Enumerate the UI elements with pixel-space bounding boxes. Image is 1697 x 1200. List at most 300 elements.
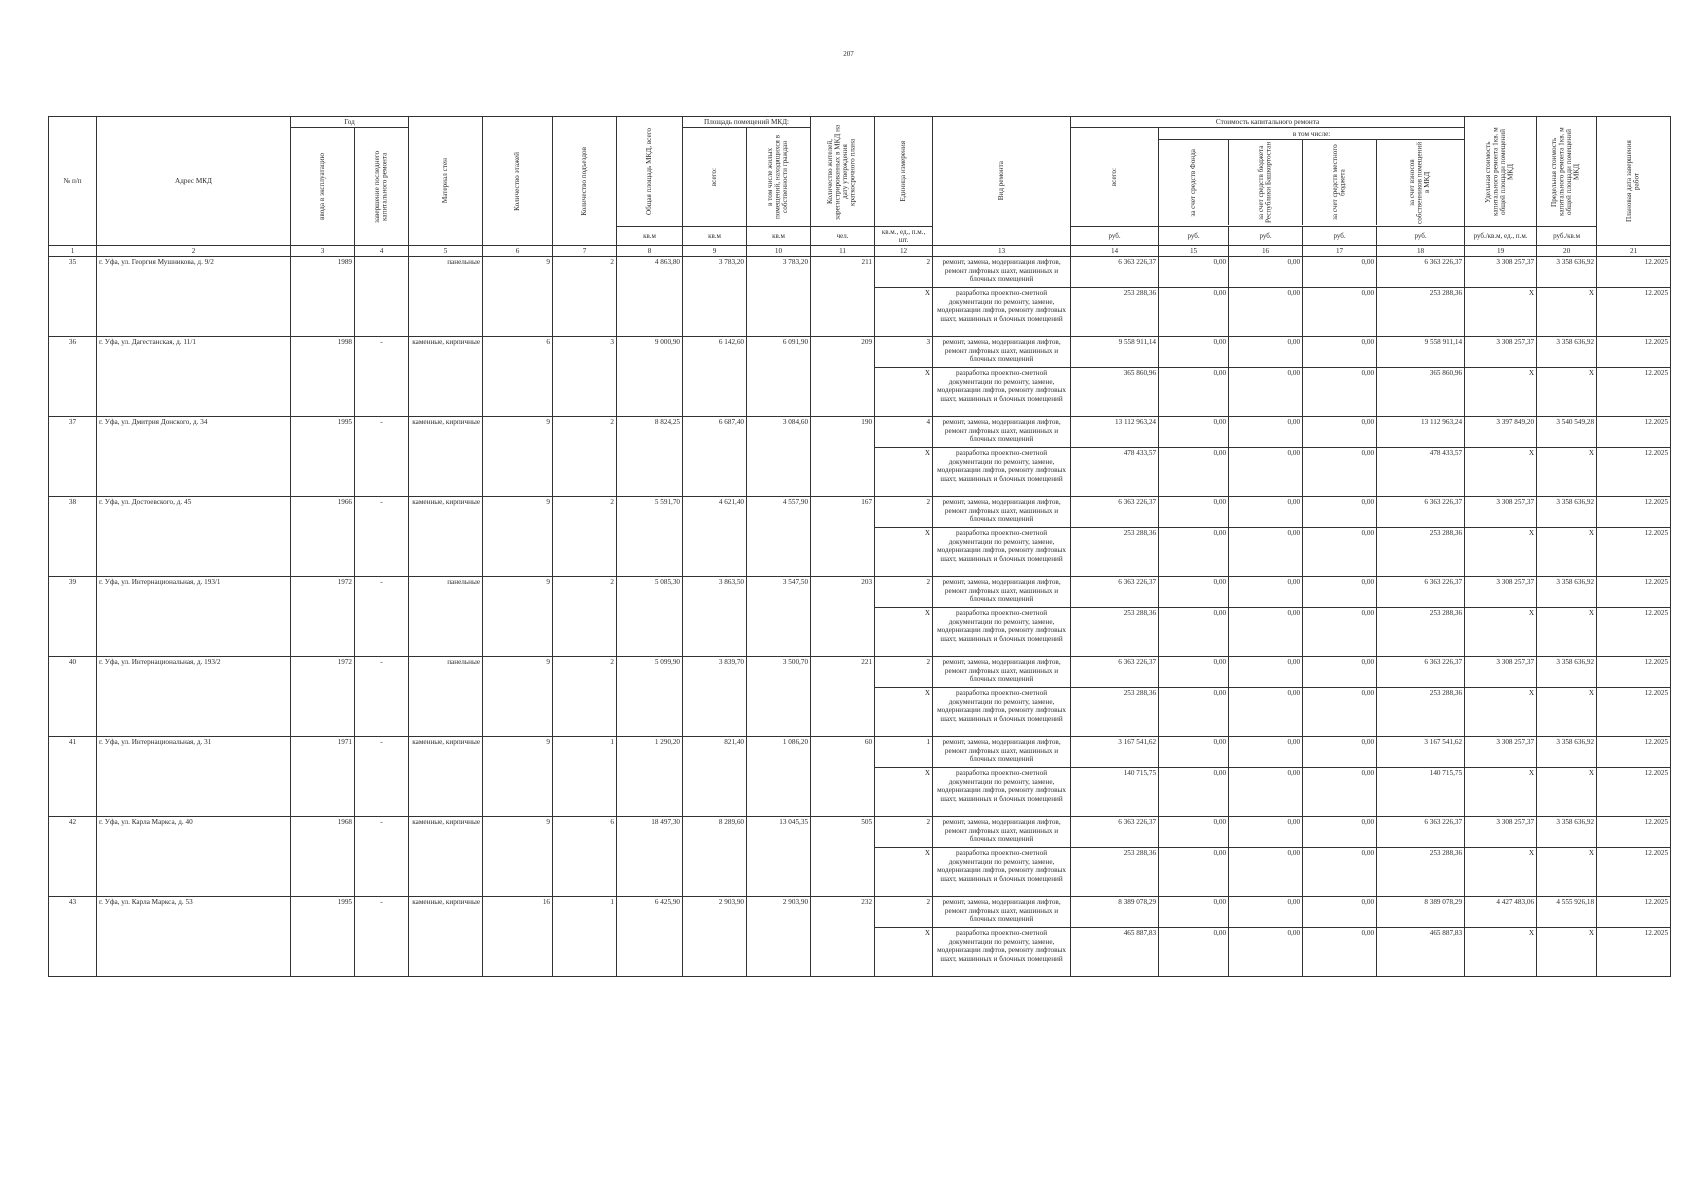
header-area-paying: в том числе жилых помещений, находящихся в собственности граждан xyxy=(747,128,811,227)
table-body xyxy=(49,257,1671,977)
capital-repair-table xyxy=(48,116,1671,977)
design-cost-total: 465 887,83 xyxy=(1071,928,1159,977)
row-limit-cost: 3 358 636,92 xyxy=(1537,577,1597,608)
header-wall-material: Материал стен xyxy=(409,117,483,246)
row-repair-type: ремонт, замена, модернизация лифтов, ремонт лифтовых шахт, машинных и блочных помещений xyxy=(933,497,1071,528)
row-planned-date: 12.2025 xyxy=(1597,577,1671,608)
unit-20: руб./кв.м xyxy=(1537,227,1597,246)
col-number: 18 xyxy=(1377,246,1465,257)
design-limit-cost: X xyxy=(1537,448,1597,497)
design-specific-cost: X xyxy=(1465,608,1537,657)
row-repair-type: ремонт, замена, модернизация лифтов, ремонт лифтовых шахт, машинных и блочных помещений xyxy=(933,817,1071,848)
design-specific-cost: X xyxy=(1465,768,1537,817)
design-quantity: X xyxy=(875,928,933,977)
row-limit-cost: 3 358 636,92 xyxy=(1537,337,1597,368)
header-year-commission: ввода в эксплуатацию xyxy=(291,128,355,246)
header-cost-rb: за счет средств бюджета Республики Башкортостан xyxy=(1229,140,1303,225)
table-row xyxy=(49,257,1671,288)
design-planned-date: 12.2025 xyxy=(1597,928,1671,977)
design-repair-type: разработка проектно-сметной документации по ремонту, замене, модернизации лифтов, ремонту лифтовых шахт, машинных и блочных помещений xyxy=(933,368,1071,417)
row-year-commission: 1998 xyxy=(291,337,355,417)
design-specific-cost: X xyxy=(1465,288,1537,337)
design-planned-date: 12.2025 xyxy=(1597,688,1671,737)
row-residents: 190 xyxy=(811,417,875,497)
row-cost-owners: 6 363 226,37 xyxy=(1377,497,1465,528)
row-cost-fund: 0,00 xyxy=(1159,897,1229,928)
row-repair-type: ремонт, замена, модернизация лифтов, ремонт лифтовых шахт, машинных и блочных помещений xyxy=(933,417,1071,448)
design-cost-owners: 478 433,57 xyxy=(1377,448,1465,497)
row-residents: 209 xyxy=(811,337,875,417)
row-year-last-repair: - xyxy=(355,577,409,657)
row-cost-fund: 0,00 xyxy=(1159,257,1229,288)
row-residents: 60 xyxy=(811,737,875,817)
row-repair-type: ремонт, замена, модернизация лифтов, ремонт лифтовых шахт, машинных и блочных помещений xyxy=(933,737,1071,768)
row-wall-material: панельные xyxy=(409,257,483,337)
table-row xyxy=(49,897,1671,928)
design-cost-owners: 253 288,36 xyxy=(1377,688,1465,737)
row-quantity: 2 xyxy=(875,897,933,928)
design-cost-total: 478 433,57 xyxy=(1071,448,1159,497)
row-repair-type: ремонт, замена, модернизация лифтов, ремонт лифтовых шахт, машинных и блочных помещений xyxy=(933,257,1071,288)
design-repair-type: разработка проектно-сметной документации по ремонту, замене, модернизации лифтов, ремонту лифтовых шахт, машинных и блочных помещений xyxy=(933,768,1071,817)
row-area-all: 821,40 xyxy=(683,737,747,817)
design-cost-rb: 0,00 xyxy=(1229,368,1303,417)
row-area-all: 3 863,50 xyxy=(683,577,747,657)
design-repair-type: разработка проектно-сметной документации по ремонту, замене, модернизации лифтов, ремонту лифтовых шахт, машинных и блочных помещений xyxy=(933,608,1071,657)
row-address: г. Уфа, ул. Дмитрия Донского, д. 34 xyxy=(97,417,291,497)
header-limit-cost: Предельная стоимость капитального ремонта 1кв. м общей площади помещений МКД xyxy=(1537,117,1597,227)
row-residents: 167 xyxy=(811,497,875,577)
row-cost-rb: 0,00 xyxy=(1229,897,1303,928)
row-cost-fund: 0,00 xyxy=(1159,577,1229,608)
unit-10: кв.м xyxy=(747,227,811,246)
col-number: 12 xyxy=(875,246,933,257)
header-cost-incl: в том числе: xyxy=(1159,129,1464,140)
row-quantity: 2 xyxy=(875,257,933,288)
design-quantity: X xyxy=(875,288,933,337)
unit-19: руб./кв.м, ед., п.м. xyxy=(1465,227,1537,246)
row-cost-total: 3 167 541,62 xyxy=(1071,737,1159,768)
design-planned-date: 12.2025 xyxy=(1597,288,1671,337)
row-residents: 221 xyxy=(811,657,875,737)
row-area-all: 8 289,60 xyxy=(683,817,747,897)
row-floors: 6 xyxy=(483,337,553,417)
row-cost-local: 0,00 xyxy=(1303,497,1377,528)
design-planned-date: 12.2025 xyxy=(1597,848,1671,897)
design-cost-owners: 253 288,36 xyxy=(1377,528,1465,577)
row-specific-cost: 3 308 257,37 xyxy=(1465,817,1537,848)
unit-15: руб. xyxy=(1159,227,1229,246)
row-number: 43 xyxy=(49,897,97,977)
row-year-last-repair: - xyxy=(355,417,409,497)
col-number: 9 xyxy=(683,246,747,257)
table-row xyxy=(49,817,1671,848)
design-quantity: X xyxy=(875,688,933,737)
row-cost-owners: 6 363 226,37 xyxy=(1377,657,1465,688)
col-number: 15 xyxy=(1159,246,1229,257)
table-row xyxy=(49,497,1671,528)
design-cost-rb: 0,00 xyxy=(1229,288,1303,337)
row-wall-material: панельные xyxy=(409,577,483,657)
row-year-last-repair: - xyxy=(355,897,409,977)
unit-8: кв.м xyxy=(617,227,683,246)
row-cost-fund: 0,00 xyxy=(1159,497,1229,528)
row-residents: 203 xyxy=(811,577,875,657)
row-repair-type: ремонт, замена, модернизация лифтов, ремонт лифтовых шахт, машинных и блочных помещений xyxy=(933,897,1071,928)
row-address: г. Уфа, ул. Георгия Мушникова, д. 9/2 xyxy=(97,257,291,337)
row-year-commission: 1968 xyxy=(291,817,355,897)
row-floors: 16 xyxy=(483,897,553,977)
row-total-area: 1 290,20 xyxy=(617,737,683,817)
row-year-commission: 1995 xyxy=(291,897,355,977)
design-cost-local: 0,00 xyxy=(1303,928,1377,977)
design-limit-cost: X xyxy=(1537,688,1597,737)
row-quantity: 4 xyxy=(875,417,933,448)
col-number: 4 xyxy=(355,246,409,257)
row-quantity: 2 xyxy=(875,497,933,528)
row-number: 42 xyxy=(49,817,97,897)
row-area-paying: 4 557,90 xyxy=(747,497,811,577)
design-planned-date: 12.2025 xyxy=(1597,368,1671,417)
row-area-all: 6 687,40 xyxy=(683,417,747,497)
row-cost-total: 6 363 226,37 xyxy=(1071,577,1159,608)
row-specific-cost: 3 397 849,20 xyxy=(1465,417,1537,448)
col-number: 16 xyxy=(1229,246,1303,257)
design-planned-date: 12.2025 xyxy=(1597,608,1671,657)
header-address: Адрес МКД xyxy=(97,117,291,246)
row-wall-material: каменные, кирпичные xyxy=(409,337,483,417)
page-number: 207 xyxy=(843,50,854,58)
row-address: г. Уфа, ул. Интернациональная, д. 31 xyxy=(97,737,291,817)
row-floors: 9 xyxy=(483,497,553,577)
design-cost-total: 253 288,36 xyxy=(1071,288,1159,337)
row-quantity: 1 xyxy=(875,737,933,768)
row-quantity: 3 xyxy=(875,337,933,368)
design-cost-local: 0,00 xyxy=(1303,368,1377,417)
row-limit-cost: 3 540 549,28 xyxy=(1537,417,1597,448)
design-cost-owners: 140 715,75 xyxy=(1377,768,1465,817)
design-quantity: X xyxy=(875,368,933,417)
header-cost-owners: за счет взносов собственников помещений в МКД xyxy=(1408,141,1432,224)
row-number: 40 xyxy=(49,657,97,737)
row-cost-fund: 0,00 xyxy=(1159,817,1229,848)
row-quantity: 2 xyxy=(875,577,933,608)
col-number: 20 xyxy=(1537,246,1597,257)
row-year-commission: 1989 xyxy=(291,257,355,337)
col-number: 17 xyxy=(1303,246,1377,257)
row-entrances: 1 xyxy=(553,737,617,817)
row-year-last-repair: - xyxy=(355,737,409,817)
row-floors: 9 xyxy=(483,417,553,497)
row-planned-date: 12.2025 xyxy=(1597,897,1671,928)
row-limit-cost: 4 555 926,18 xyxy=(1537,897,1597,928)
row-cost-rb: 0,00 xyxy=(1229,417,1303,448)
row-area-all: 3 839,70 xyxy=(683,657,747,737)
row-cost-rb: 0,00 xyxy=(1229,577,1303,608)
row-planned-date: 12.2025 xyxy=(1597,737,1671,768)
row-total-area: 5 099,90 xyxy=(617,657,683,737)
design-cost-rb: 0,00 xyxy=(1229,448,1303,497)
header-cost-fund: за счет средств Фонда xyxy=(1159,140,1229,225)
column-number-row xyxy=(49,246,1671,257)
row-cost-fund: 0,00 xyxy=(1159,657,1229,688)
header-area-all: всего: xyxy=(683,128,747,227)
design-planned-date: 12.2025 xyxy=(1597,448,1671,497)
design-repair-type: разработка проектно-сметной документации по ремонту, замене, модернизации лифтов, ремонту лифтовых шахт, машинных и блочных помещений xyxy=(933,848,1071,897)
row-planned-date: 12.2025 xyxy=(1597,817,1671,848)
row-wall-material: панельные xyxy=(409,657,483,737)
row-cost-owners: 13 112 963,24 xyxy=(1377,417,1465,448)
design-cost-owners: 365 860,96 xyxy=(1377,368,1465,417)
col-number: 13 xyxy=(933,246,1071,257)
row-wall-material: каменные, кирпичные xyxy=(409,897,483,977)
design-cost-fund: 0,00 xyxy=(1159,528,1229,577)
row-cost-rb: 0,00 xyxy=(1229,657,1303,688)
design-cost-local: 0,00 xyxy=(1303,288,1377,337)
row-specific-cost: 3 308 257,37 xyxy=(1465,737,1537,768)
row-area-all: 4 621,40 xyxy=(683,497,747,577)
design-cost-local: 0,00 xyxy=(1303,448,1377,497)
row-specific-cost: 4 427 483,06 xyxy=(1465,897,1537,928)
header-year-group: Год xyxy=(291,117,409,128)
header-entrances: Количество подъездов xyxy=(553,117,617,246)
row-area-paying: 3 084,60 xyxy=(747,417,811,497)
table-header xyxy=(49,117,1671,257)
design-repair-type: разработка проектно-сметной документации по ремонту, замене, модернизации лифтов, ремонту лифтовых шахт, машинных и блочных помещений xyxy=(933,448,1071,497)
row-total-area: 5 591,70 xyxy=(617,497,683,577)
unit-17: руб. xyxy=(1303,227,1377,246)
col-number: 7 xyxy=(553,246,617,257)
design-quantity: X xyxy=(875,528,933,577)
design-cost-total: 365 860,96 xyxy=(1071,368,1159,417)
row-cost-owners: 6 363 226,37 xyxy=(1377,257,1465,288)
row-area-paying: 1 086,20 xyxy=(747,737,811,817)
design-repair-type: разработка проектно-сметной документации по ремонту, замене, модернизации лифтов, ремонту лифтовых шахт, машинных и блочных помещений xyxy=(933,928,1071,977)
header-cost-incl-block xyxy=(1159,128,1465,227)
design-cost-total: 253 288,36 xyxy=(1071,688,1159,737)
design-cost-rb: 0,00 xyxy=(1229,928,1303,977)
design-cost-local: 0,00 xyxy=(1303,608,1377,657)
row-year-last-repair: - xyxy=(355,337,409,417)
row-cost-rb: 0,00 xyxy=(1229,257,1303,288)
design-quantity: X xyxy=(875,608,933,657)
design-repair-type: разработка проектно-сметной документации по ремонту, замене, модернизации лифтов, ремонту лифтовых шахт, машинных и блочных помещений xyxy=(933,688,1071,737)
header-floors: Количество этажей xyxy=(483,117,553,246)
row-cost-total: 8 389 078,29 xyxy=(1071,897,1159,928)
row-area-paying: 6 091,90 xyxy=(747,337,811,417)
header-total-area: Общая площадь МКД, всего xyxy=(617,117,683,227)
col-number: 19 xyxy=(1465,246,1537,257)
row-specific-cost: 3 308 257,37 xyxy=(1465,257,1537,288)
row-repair-type: ремонт, замена, модернизация лифтов, ремонт лифтовых шахт, машинных и блочных помещений xyxy=(933,337,1071,368)
design-cost-owners: 253 288,36 xyxy=(1377,848,1465,897)
header-residents: Количество жителей, зарегистрированных в МКД на дату утверждения краткосрочного плана xyxy=(811,117,875,227)
header-specific-cost: Удельная стоимость капитального ремонта 1кв. м общей площади помещений МКД xyxy=(1465,117,1537,227)
row-floors: 9 xyxy=(483,257,553,337)
design-planned-date: 12.2025 xyxy=(1597,528,1671,577)
row-total-area: 4 863,80 xyxy=(617,257,683,337)
row-floors: 9 xyxy=(483,737,553,817)
row-cost-rb: 0,00 xyxy=(1229,737,1303,768)
row-cost-rb: 0,00 xyxy=(1229,337,1303,368)
row-area-all: 3 783,20 xyxy=(683,257,747,337)
table-row xyxy=(49,417,1671,448)
row-cost-local: 0,00 xyxy=(1303,897,1377,928)
row-area-paying: 2 903,90 xyxy=(747,897,811,977)
row-cost-total: 6 363 226,37 xyxy=(1071,257,1159,288)
row-cost-owners: 8 389 078,29 xyxy=(1377,897,1465,928)
row-year-last-repair xyxy=(355,257,409,337)
row-limit-cost: 3 358 636,92 xyxy=(1537,257,1597,288)
row-total-area: 8 824,25 xyxy=(617,417,683,497)
row-limit-cost: 3 358 636,92 xyxy=(1537,817,1597,848)
unit-11: чел. xyxy=(811,227,875,246)
unit-12: кв.м., ед., п.м., шт. xyxy=(875,227,933,246)
design-cost-owners: 253 288,36 xyxy=(1377,608,1465,657)
row-specific-cost: 3 308 257,37 xyxy=(1465,337,1537,368)
row-area-all: 2 903,90 xyxy=(683,897,747,977)
row-year-commission: 1972 xyxy=(291,657,355,737)
row-total-area: 9 000,90 xyxy=(617,337,683,417)
row-planned-date: 12.2025 xyxy=(1597,657,1671,688)
row-number: 41 xyxy=(49,737,97,817)
row-entrances: 3 xyxy=(553,337,617,417)
design-cost-local: 0,00 xyxy=(1303,528,1377,577)
unit-16: руб. xyxy=(1229,227,1303,246)
design-cost-fund: 0,00 xyxy=(1159,448,1229,497)
row-limit-cost: 3 358 636,92 xyxy=(1537,497,1597,528)
design-specific-cost: X xyxy=(1465,688,1537,737)
row-specific-cost: 3 308 257,37 xyxy=(1465,657,1537,688)
row-entrances: 2 xyxy=(553,497,617,577)
row-specific-cost: 3 308 257,37 xyxy=(1465,577,1537,608)
row-floors: 9 xyxy=(483,817,553,897)
row-residents: 232 xyxy=(811,897,875,977)
unit-14: руб. xyxy=(1071,227,1159,246)
row-area-all: 6 142,60 xyxy=(683,337,747,417)
row-entrances: 2 xyxy=(553,577,617,657)
design-cost-total: 253 288,36 xyxy=(1071,848,1159,897)
row-address: г. Уфа, ул. Карла Маркса, д. 40 xyxy=(97,817,291,897)
row-cost-local: 0,00 xyxy=(1303,337,1377,368)
row-wall-material: каменные, кирпичные xyxy=(409,417,483,497)
row-limit-cost: 3 358 636,92 xyxy=(1537,657,1597,688)
row-total-area: 6 425,90 xyxy=(617,897,683,977)
row-cost-local: 0,00 xyxy=(1303,657,1377,688)
row-planned-date: 12.2025 xyxy=(1597,257,1671,288)
design-cost-fund: 0,00 xyxy=(1159,928,1229,977)
row-wall-material: каменные, кирпичные xyxy=(409,737,483,817)
row-cost-total: 6 363 226,37 xyxy=(1071,657,1159,688)
design-specific-cost: X xyxy=(1465,928,1537,977)
row-floors: 9 xyxy=(483,577,553,657)
design-cost-rb: 0,00 xyxy=(1229,528,1303,577)
design-limit-cost: X xyxy=(1537,288,1597,337)
row-total-area: 18 497,30 xyxy=(617,817,683,897)
row-address: г. Уфа, ул. Интернациональная, д. 193/2 xyxy=(97,657,291,737)
design-quantity: X xyxy=(875,448,933,497)
row-entrances: 2 xyxy=(553,417,617,497)
row-cost-rb: 0,00 xyxy=(1229,817,1303,848)
design-cost-fund: 0,00 xyxy=(1159,608,1229,657)
row-cost-fund: 0,00 xyxy=(1159,737,1229,768)
design-cost-local: 0,00 xyxy=(1303,768,1377,817)
row-number: 37 xyxy=(49,417,97,497)
table-row xyxy=(49,737,1671,768)
row-number: 35 xyxy=(49,257,97,337)
row-wall-material: каменные, кирпичные xyxy=(409,817,483,897)
row-area-paying: 13 045,35 xyxy=(747,817,811,897)
row-repair-type: ремонт, замена, модернизация лифтов, ремонт лифтовых шахт, машинных и блочных помещений xyxy=(933,577,1071,608)
row-entrances: 2 xyxy=(553,257,617,337)
design-cost-fund: 0,00 xyxy=(1159,848,1229,897)
design-limit-cost: X xyxy=(1537,928,1597,977)
row-entrances: 6 xyxy=(553,817,617,897)
design-repair-type: разработка проектно-сметной документации по ремонту, замене, модернизации лифтов, ремонту лифтовых шахт, машинных и блочных помещений xyxy=(933,288,1071,337)
row-year-last-repair: - xyxy=(355,657,409,737)
row-area-paying: 3 783,20 xyxy=(747,257,811,337)
col-number: 5 xyxy=(409,246,483,257)
design-limit-cost: X xyxy=(1537,528,1597,577)
col-number: 2 xyxy=(97,246,291,257)
design-limit-cost: X xyxy=(1537,848,1597,897)
row-area-paying: 3 547,50 xyxy=(747,577,811,657)
header-cost-group: Стоимость капитального ремонта xyxy=(1071,117,1465,128)
design-cost-fund: 0,00 xyxy=(1159,688,1229,737)
design-cost-total: 253 288,36 xyxy=(1071,528,1159,577)
row-planned-date: 12.2025 xyxy=(1597,497,1671,528)
design-limit-cost: X xyxy=(1537,368,1597,417)
header-cost-local: за счет средств местного бюджета xyxy=(1303,140,1377,225)
design-cost-fund: 0,00 xyxy=(1159,288,1229,337)
row-cost-local: 0,00 xyxy=(1303,257,1377,288)
header-planned-date: Плановая дата завершения работ xyxy=(1597,117,1671,246)
design-cost-fund: 0,00 xyxy=(1159,368,1229,417)
row-cost-total: 6 363 226,37 xyxy=(1071,497,1159,528)
col-number: 10 xyxy=(747,246,811,257)
design-cost-total: 140 715,75 xyxy=(1071,768,1159,817)
table-row xyxy=(49,337,1671,368)
col-number: 6 xyxy=(483,246,553,257)
row-specific-cost: 3 308 257,37 xyxy=(1465,497,1537,528)
row-cost-owners: 9 558 911,14 xyxy=(1377,337,1465,368)
design-cost-rb: 0,00 xyxy=(1229,688,1303,737)
header-area-group: Площадь помещений МКД: xyxy=(683,117,811,128)
design-quantity: X xyxy=(875,848,933,897)
design-cost-owners: 253 288,36 xyxy=(1377,288,1465,337)
design-specific-cost: X xyxy=(1465,448,1537,497)
header-cost-total: всего: xyxy=(1071,128,1159,227)
row-area-paying: 3 500,70 xyxy=(747,657,811,737)
row-year-commission: 1971 xyxy=(291,737,355,817)
row-limit-cost: 3 358 636,92 xyxy=(1537,737,1597,768)
row-planned-date: 12.2025 xyxy=(1597,337,1671,368)
row-number: 38 xyxy=(49,497,97,577)
design-specific-cost: X xyxy=(1465,528,1537,577)
row-year-commission: 1995 xyxy=(291,417,355,497)
design-cost-local: 0,00 xyxy=(1303,688,1377,737)
col-number: 14 xyxy=(1071,246,1159,257)
row-cost-total: 9 558 911,14 xyxy=(1071,337,1159,368)
col-number: 8 xyxy=(617,246,683,257)
row-cost-rb: 0,00 xyxy=(1229,497,1303,528)
unit-18: руб. xyxy=(1377,227,1465,246)
col-number: 3 xyxy=(291,246,355,257)
design-specific-cost: X xyxy=(1465,368,1537,417)
row-cost-total: 13 112 963,24 xyxy=(1071,417,1159,448)
row-number: 36 xyxy=(49,337,97,417)
header-unit: Единица измерения xyxy=(875,117,933,227)
